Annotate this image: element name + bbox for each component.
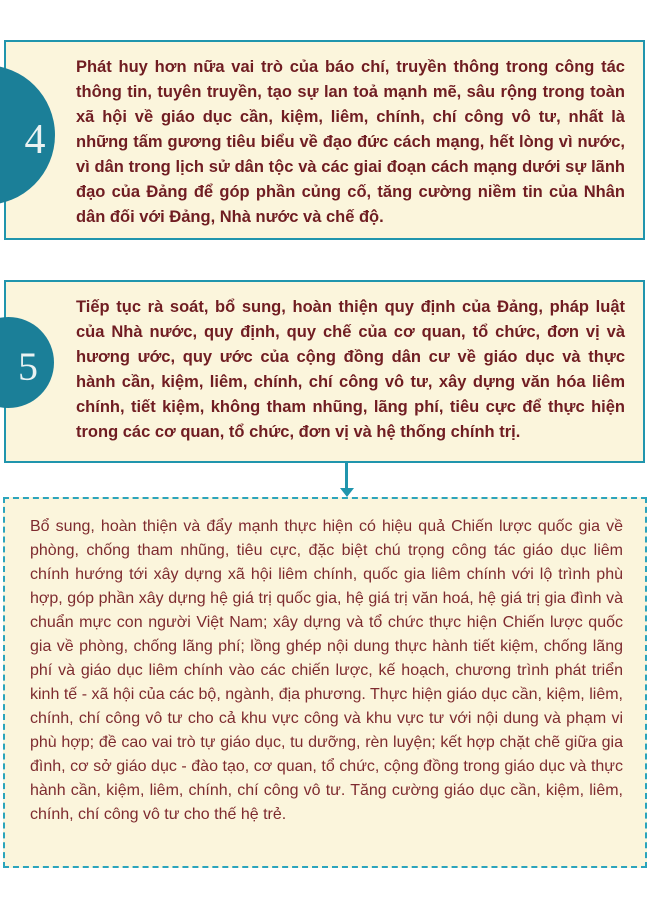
step-4-text: Phát huy hơn nữa vai trò của báo chí, truyền thông trong công tác thông tin, tuyên truyền, tạo sự lan toả mạnh mẽ, sâu rộng trong toàn xã hội về giáo dục cần, kiệm, liêm, chính, chí công vô tư, nhất là những tấm gương tiêu biểu về đạo đức cách mạng, hết lòng vì nước, vì dân trong lịch sử dân tộc và các giai đoạn cách mạng dưới sự lãnh đạo của Đảng để góp phần củng cố, tăng cường niềm tin của Nhân dân đối với Đảng, Nhà nước và chế độ. (76, 58, 625, 226)
summary-box (3, 497, 647, 868)
step-4-number: 4 (24, 117, 46, 163)
summary-text: Bổ sung, hoàn thiện và đẩy mạnh thực hiện có hiệu quả Chiến lược quốc gia về phòng, chống tham nhũng, tiêu cực, đặc biệt chú trọng công tác giáo dục liêm chính hướng tới xây dựng xã hội liêm chính, quốc gia liêm chính với lộ trình phù hợp, góp phần xây dựng hệ giá trị quốc gia, hệ giá trị văn hoá, hệ giá trị gia đình và chuẩn mực con người Việt Nam; xây dựng và tổ chức thực hiện Chiến lược quốc gia về phòng, chống lãng phí; lồng ghép nội dung thực hành tiết kiệm, chống lãng phí và giáo dục liêm chính vào các chiến lược, kế hoạch, chương trình phát triển kinh tế - xã hội của các bộ, ngành, địa phương. Thực hiện giáo dục cần, kiệm, liêm, chính, chí công vô tư cho cả khu vực công và khu vực tư với nội dung và phạm vi phù hợp; đề cao vai trò tự giáo dục, tu dưỡng, rèn luyện; kết hợp chặt chẽ giữa gia đình, cơ sở giáo dục - đào tạo, cơ quan, tổ chức, cộng đồng trong giáo dục và thực hành cần, kiệm, liêm, chính, chí công vô tư. Tăng cường giáo dục cần, kiệm, liêm, chính, chí công vô tư cho thế hệ trẻ. (30, 518, 623, 823)
step-5-number: 5 (18, 344, 38, 389)
down-arrow-line (345, 461, 348, 490)
step-card-5 (4, 280, 645, 463)
step-5-text: Tiếp tục rà soát, bổ sung, hoàn thiện quy định của Đảng, pháp luật của Nhà nước, quy định, quy chế của cơ quan, tổ chức, đơn vị và hương ước, quy ước của cộng đồng dân cư về giáo dục và thực hành cần, kiệm, liêm, chính, chí công vô tư, xây dựng văn hóa liêm chính, tiết kiệm, không tham nhũng, lãng phí, tiêu cực để thực hiện trong các cơ quan, tổ chức, đơn vị và hệ thống chính trị. (76, 298, 625, 441)
down-arrow-head-icon (340, 488, 354, 497)
step-card-4 (4, 40, 645, 240)
